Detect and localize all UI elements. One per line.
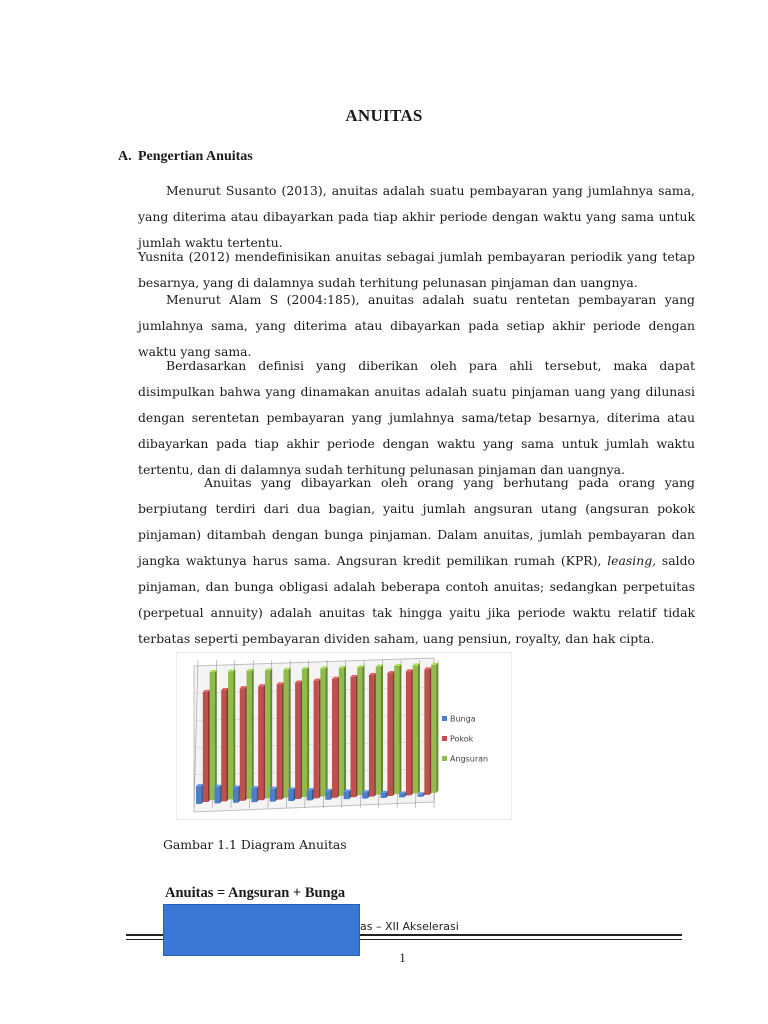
legend-label-angsuran: Angsuran — [450, 754, 489, 764]
chart-bar-angsuran — [247, 671, 252, 799]
chart-bar-pokok — [387, 673, 392, 796]
chart-bar-side — [326, 666, 328, 796]
page-number: 1 — [399, 950, 406, 965]
chart-bar-side — [307, 667, 309, 797]
chart-bar-angsuran — [413, 665, 418, 793]
legend-swatch-angsuran — [442, 756, 447, 761]
chart-bar-angsuran — [339, 668, 344, 796]
chart-bar-bunga — [381, 793, 386, 798]
chart-bar-side — [436, 663, 438, 793]
chart-bar-bunga — [307, 790, 312, 800]
paragraph-yusnita: Yusnita (2012) mendefinisikan anuitas sebagai jumlah pembayaran periodik yang tetap besarnya, yang di dalamnya sudah terhitung pelunasan pinjaman dan uangnya. — [138, 249, 695, 290]
chart-bar-side — [381, 665, 383, 795]
chart-bar-bunga — [288, 789, 293, 801]
paragraph-text-part: Anuitas yang dibayarkan oleh orang yang berhutang pada orang yang berpiutang terdiri dari dua bagian, yaitu jumlah angsuran utang (angsuran pokok pinjaman) ditambah dengan bunga pinjaman. Dalam anuitas, jumlah pembayaran dan jangka waktunya harus sama. Angsuran kredit pemilikan rumah (KPR), — [138, 475, 695, 568]
chart-bar-pokok — [295, 683, 300, 799]
anuitas-formula: Anuitas = Angsuran + Bunga — [165, 885, 346, 901]
chart-bar-side — [344, 666, 346, 796]
chart-bar-angsuran — [394, 666, 399, 794]
chart-bar-side — [418, 663, 420, 793]
chart-bar-pokok — [350, 677, 355, 797]
paragraph-susanto: Menurut Susanto (2013), anuitas adalah suatu pembayaran yang jumlahnya sama, yang diterima atau dibayarkan pada tiap akhir periode dengan waktu yang sama untuk jumlah waktu tertentu. — [138, 183, 695, 250]
paragraph-kesimpulan: Berdasarkan definisi yang diberikan oleh para ahli tersebut, maka dapat disimpulkan bahwa yang dinamakan anuitas adalah suatu pinjaman uang yang dilunasi dengan serentetan pembayaran yang jumlahnya sama/tetap besarnya, diterima atau dibayarkan pada tiap akhir periode dengan waktu yang sama untuk jumlah waktu tertentu, dan di dalamnya sudah terhitung pelunasan pinjaman dan uangnya. — [138, 358, 695, 477]
chart-bar-pokok — [240, 688, 245, 801]
chart-bar-side — [252, 669, 254, 799]
chart-bar-angsuran — [431, 665, 436, 793]
chart-bar-side — [215, 670, 217, 800]
footer-blue-box — [163, 904, 360, 956]
chart-bar-angsuran — [228, 671, 233, 799]
document-title: ANUITAS — [345, 106, 423, 125]
chart-bar-side — [289, 668, 291, 798]
chart-bar-bunga — [270, 789, 275, 802]
chart-bar-pokok — [258, 686, 263, 800]
legend-label-bunga: Bunga — [450, 714, 476, 724]
chart-bar-bunga — [196, 786, 201, 804]
chart-bar-angsuran — [376, 667, 381, 795]
section-number: A. — [118, 149, 132, 164]
chart-bar-bunga — [233, 787, 238, 802]
chart-bar-side — [362, 665, 364, 795]
leasing-italic: leasing, — [607, 553, 657, 568]
chart-bar-pokok — [314, 681, 319, 799]
chart-bar-angsuran — [357, 667, 362, 795]
chart-bar-angsuran — [283, 670, 288, 798]
chart-bar-angsuran — [210, 672, 215, 800]
chart-bar-bunga — [344, 792, 349, 800]
chart-bar-bunga — [214, 787, 219, 804]
chart-bar-angsuran — [320, 668, 325, 796]
chart-bar-angsuran — [302, 669, 307, 797]
anuitas-bar-chart — [176, 652, 512, 820]
figure-caption: Gambar 1.1 Diagram Anuitas — [163, 837, 347, 852]
chart-bar-side — [399, 664, 401, 794]
chart-bar-pokok — [406, 671, 411, 795]
chart-bar-bunga — [362, 792, 367, 798]
chart-bar-bunga — [399, 794, 404, 798]
chart-bar-pokok — [424, 669, 429, 794]
chart-bar-bunga — [251, 788, 256, 802]
chart-bar-pokok — [203, 692, 208, 802]
paragraph-alam: Menurut Alam S (2004:185), anuitas adalah suatu rentetan pembayaran yang jumlahnya sama, yang diterima atau dibayarkan pada setiap akhir periode dengan waktu yang sama. — [138, 292, 695, 359]
chart-bar-pokok — [369, 675, 374, 797]
legend-label-pokok: Pokok — [450, 734, 474, 744]
chart-bar-side — [233, 669, 235, 799]
legend-swatch-bunga — [442, 716, 447, 721]
chart-bar-pokok — [221, 690, 226, 801]
section-title: Pengertian Anuitas — [138, 149, 253, 164]
footer-text: as – XII Akselerasi — [360, 920, 459, 933]
chart-bar-side — [270, 668, 272, 798]
chart-bar-bunga — [325, 791, 330, 800]
paragraph-anuitas-bagian — [138, 470, 695, 652]
chart-bar-bunga — [418, 794, 423, 797]
chart-bar-pokok — [277, 684, 282, 799]
legend-swatch-pokok — [442, 736, 447, 741]
chart-bar-pokok — [332, 679, 337, 798]
paragraph-text-part: saldo pinjaman, dan bunga obligasi adalah beberapa contoh anuitas; sedangkan perpetuitas (perpetual annuity) adalah anuitas tak hingga yaitu jika periode waktu relatif tidak terbatas seperti pembayaran dividen saham, uang pensiun, royalty, dan hak cipta. — [138, 553, 696, 646]
section-heading — [118, 149, 253, 165]
chart-bar-angsuran — [265, 670, 270, 798]
